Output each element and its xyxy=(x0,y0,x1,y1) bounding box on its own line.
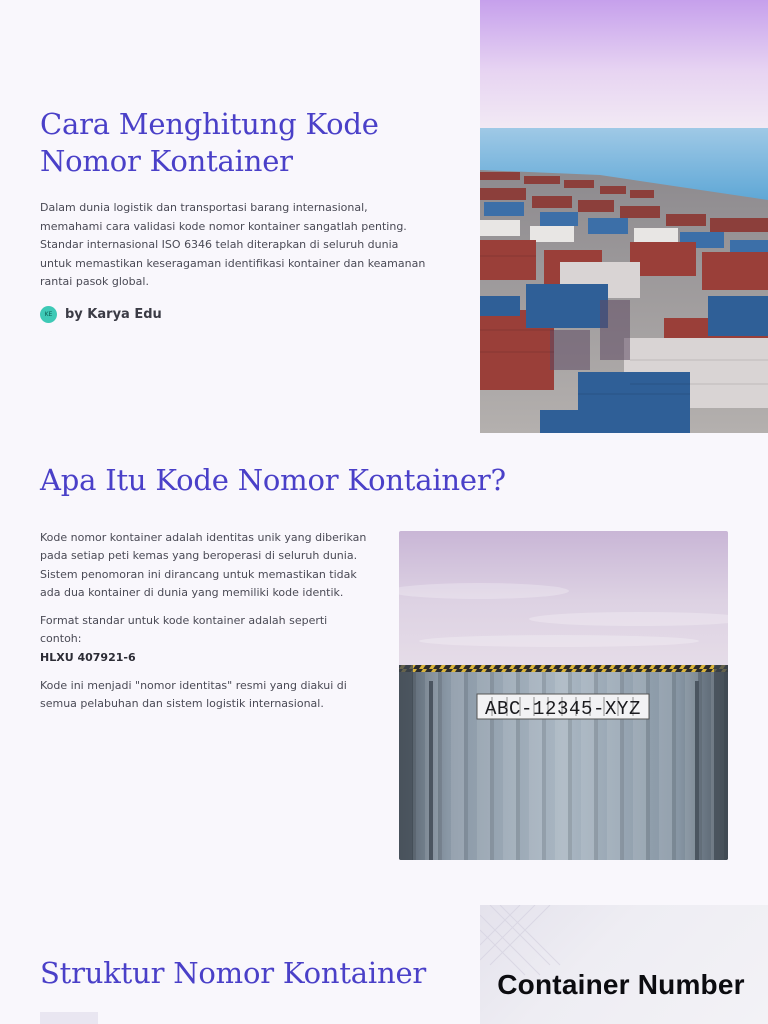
hero-description: Dalam dunia logistik dan transportasi barang internasional, memahami cara validasi kode nomor kontainer sangatlah penting. Standar internasional ISO 6346 telah diterapkan di seluruh dunia untuk memastikan keseragaman identifikasi kontainer dan keamanan rantai pasok global. xyxy=(40,201,426,288)
author-row xyxy=(40,306,430,323)
paragraph-definition: Kode nomor kontainer adalah identitas unik yang diberikan pada setiap peti kemas yang beroperasi di seluruh dunia. Sistem penomoran ini dirancang untuk memastikan tidak ada dua kontainer di dunia yang memiliki kode identik. xyxy=(40,531,367,599)
hero-text-block xyxy=(40,106,430,323)
container-number-card xyxy=(480,905,768,1024)
section-title-structure: Struktur Nomor Kontainer xyxy=(40,956,427,990)
section-structure-icon xyxy=(40,1012,98,1024)
container-number-label: Container Number xyxy=(497,969,745,1000)
format-intro: Format standar untuk kode kontainer adalah seperti contoh: xyxy=(40,614,328,646)
container-door-image xyxy=(399,531,728,860)
author-name[interactable]: by Karya Edu xyxy=(65,306,162,322)
section-what-is-text xyxy=(40,529,370,724)
page-title: Cara Menghitung Kode Nomor Kontainer xyxy=(40,107,379,178)
hero-port-image xyxy=(480,0,768,433)
section-title-what-is: Apa Itu Kode Nomor Kontainer? xyxy=(40,463,506,497)
example-code: HLXU 407921-6 xyxy=(40,650,136,664)
container-code-plate: ABC-12345-XYZ xyxy=(484,698,642,720)
paragraph-format xyxy=(40,612,370,667)
avatar: KE xyxy=(40,306,57,323)
paragraph-identity: Kode ini menjadi "nomor identitas" resmi yang diakui di semua pelabuhan dan sistem logistik internasional. xyxy=(40,679,347,711)
